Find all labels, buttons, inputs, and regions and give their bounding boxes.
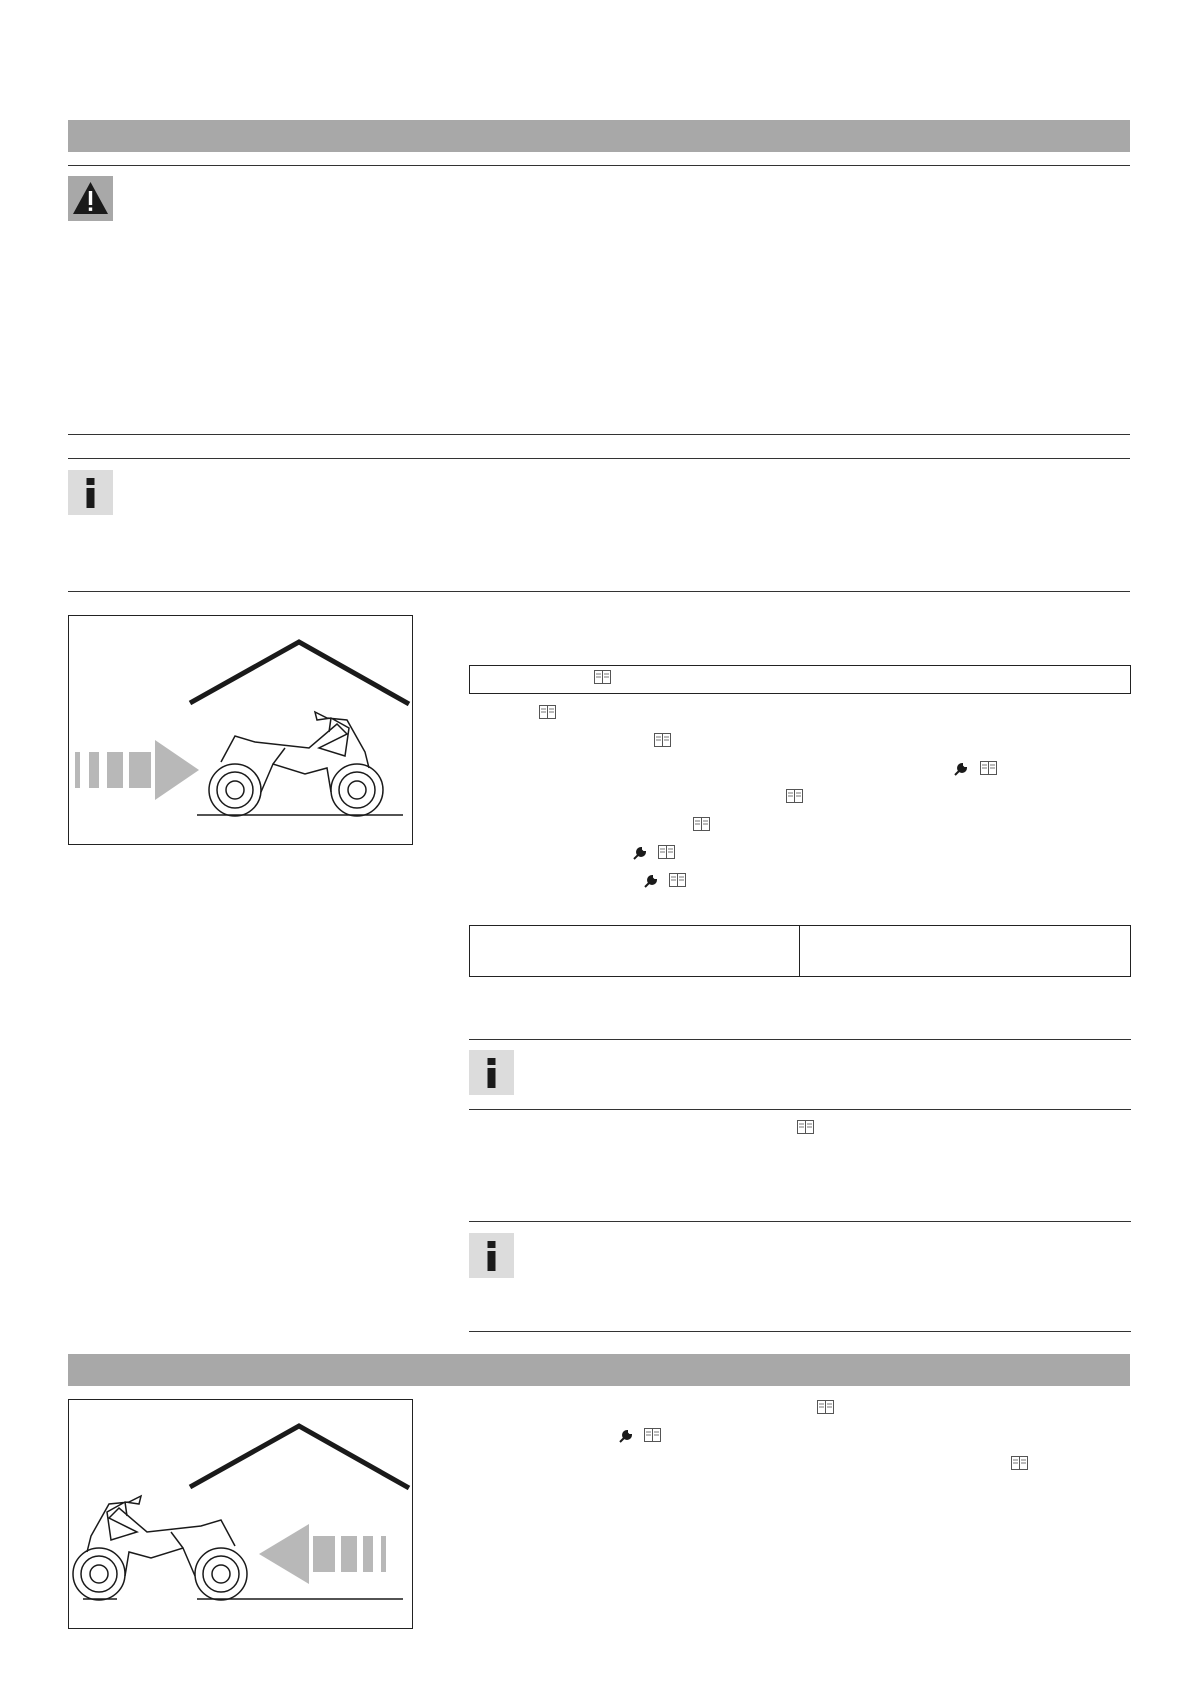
book-reference-icon[interactable]	[786, 789, 803, 803]
arrow-right-icon	[155, 740, 199, 800]
book-reference-icon[interactable]	[817, 1400, 834, 1414]
motion-bar	[381, 1536, 386, 1572]
motion-bar	[75, 752, 80, 788]
motion-bar	[107, 752, 123, 788]
motion-bar	[129, 752, 151, 788]
info-start-rule	[469, 1221, 1131, 1222]
wrench-icon	[632, 845, 648, 861]
info-end-rule	[469, 1331, 1131, 1332]
section-header-bar-storage	[68, 120, 1130, 152]
info-icon	[68, 470, 113, 515]
motion-bar	[313, 1536, 335, 1572]
info-end-rule	[469, 1109, 1131, 1110]
warning-end-rule	[68, 434, 1130, 435]
section-rule	[68, 165, 1130, 166]
garage-entry-drawing	[69, 616, 411, 843]
atv-icon	[73, 1496, 247, 1600]
atv-icon	[209, 712, 383, 816]
book-reference-icon[interactable]	[658, 845, 675, 859]
info-start-rule	[469, 1039, 1131, 1040]
book-reference-icon[interactable]	[539, 705, 556, 719]
motion-bar	[341, 1536, 357, 1572]
book-reference-icon[interactable]	[693, 817, 710, 831]
info-start-rule	[68, 458, 1130, 459]
info-icon	[469, 1233, 514, 1278]
info-icon	[469, 1050, 514, 1095]
info-note-text-area	[125, 470, 1125, 570]
wrench-icon	[643, 873, 659, 889]
wrench-icon	[618, 1428, 634, 1444]
wrench-icon	[953, 761, 969, 777]
garage-exit-drawing	[69, 1400, 411, 1627]
book-reference-icon[interactable]	[669, 873, 686, 887]
warning-triangle-icon	[68, 176, 113, 221]
info-end-rule	[68, 591, 1130, 592]
book-reference-icon[interactable]	[797, 1120, 814, 1134]
book-reference-icon[interactable]	[654, 733, 671, 747]
book-reference-icon[interactable]	[1011, 1456, 1028, 1470]
illustration-vehicle-out-of-garage	[68, 1399, 413, 1629]
illustration-vehicle-into-garage	[68, 615, 413, 845]
spec-table-divider	[799, 926, 800, 976]
book-reference-icon[interactable]	[644, 1428, 661, 1442]
book-reference-icon[interactable]	[980, 761, 997, 775]
spec-table	[469, 925, 1131, 977]
motion-bar	[89, 752, 99, 788]
book-reference-icon[interactable]	[594, 670, 611, 684]
arrow-left-icon	[259, 1524, 309, 1584]
motion-bar	[363, 1536, 373, 1572]
step-condition-box	[469, 665, 1131, 694]
section-header-bar-putting-into-operation	[68, 1354, 1130, 1386]
warning-text-area	[125, 176, 1125, 426]
